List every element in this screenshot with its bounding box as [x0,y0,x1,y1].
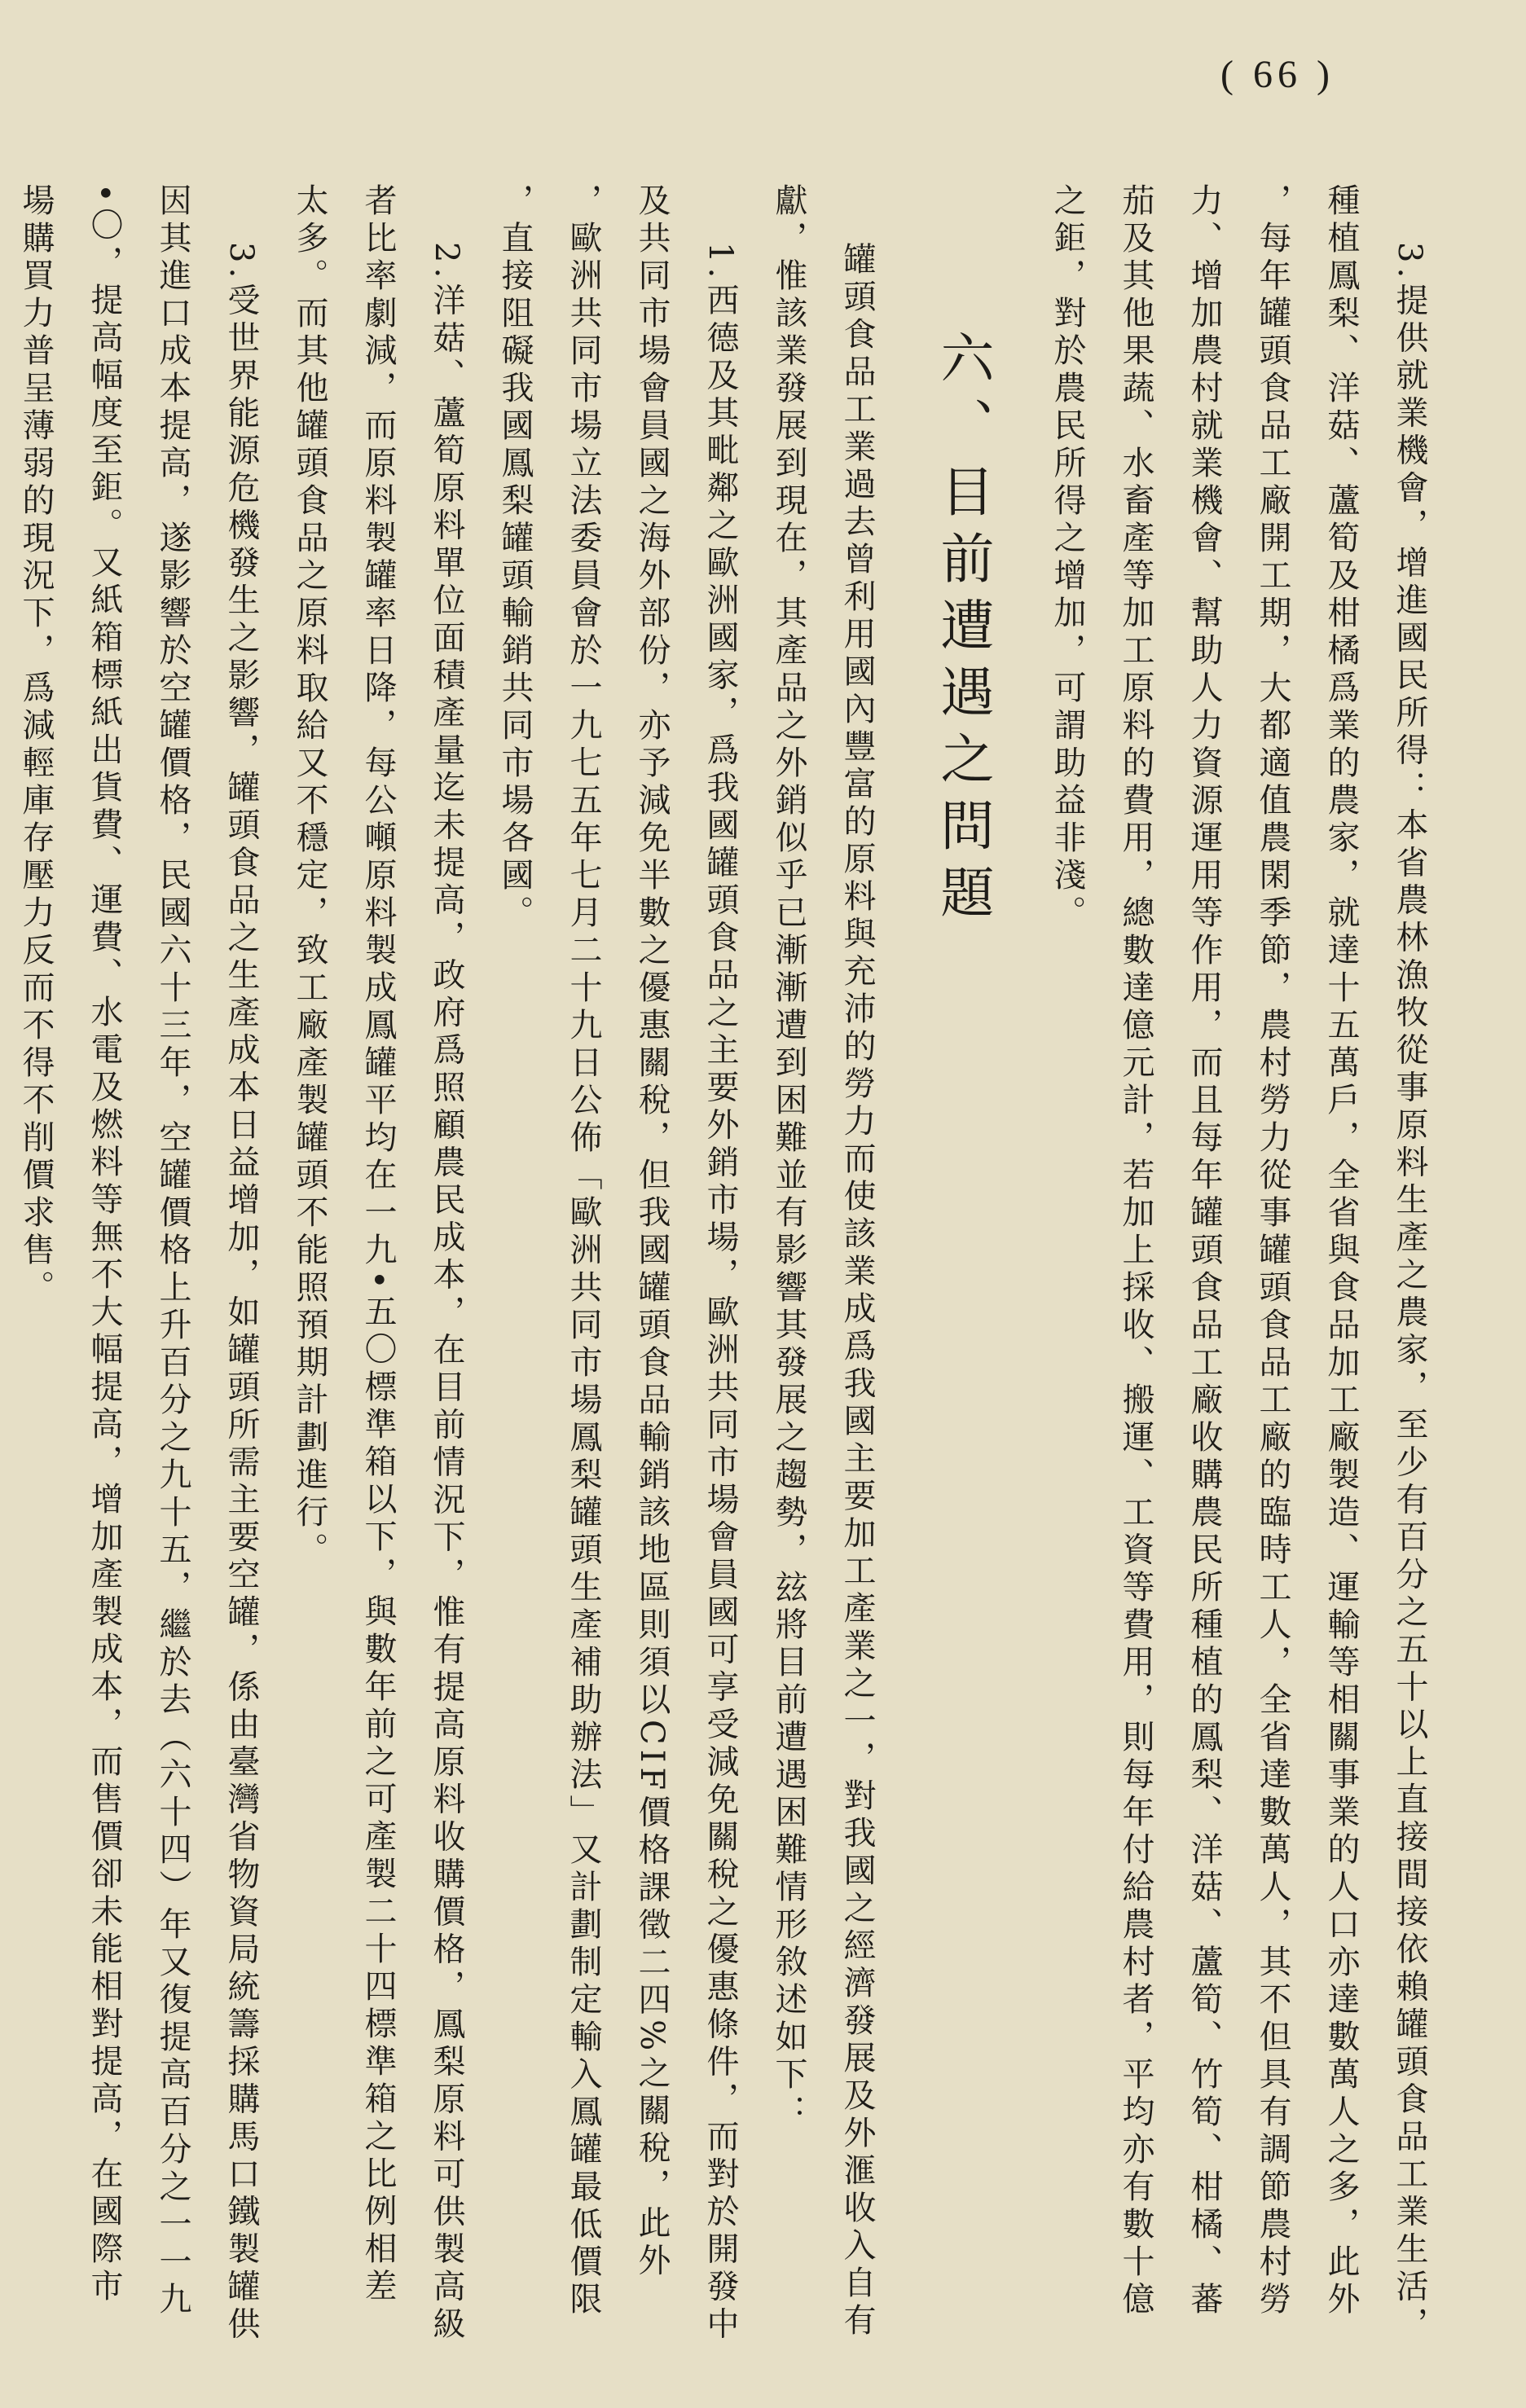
text-column: 茄及其他果蔬、水畜產等加工原料的費用，總數達億元計，若加上採收、搬運、工資等費用，則每年付給農村者，平均亦有數十億 [1117,183,1154,2319]
text-column: ，直接阻礙我國鳳梨罐頭輸銷共同市場各國。 [496,183,534,933]
text-column: 罐頭食品工業過去曾利用國內豐富的原料與充沛的勞力而使該業成爲我國主要加工產業之一，對我國之經濟發展及外滙收入自有 [838,242,876,2340]
text-column: 獻，惟該業發展到現在，其產品之外銷似乎已漸漸遭到困難並有影響其發展之趨勢，玆將目前遭遇困難情形敘述如下： [770,183,807,2132]
vertical-text-body [16,183,1434,2366]
text-column: 力、增加農村就業機會、幫助人力資源運用等作用，而且每年罐頭食品工廠收購農民所種植的鳳梨、洋菇、蘆筍、竹筍、柑橘、蕃 [1185,183,1223,2319]
text-column: ，每年罐頭食品工廠開工期，大都適值農閑季節，農村勞力從事罐頭食品工廠的臨時工人，全省達數萬人，其不但具有調節農村勞 [1254,183,1291,2319]
text-column: 者比率劇減，而原料製罐率日降，每公噸原料製成鳳罐平均在一九•五〇標準箱以下，與數年前之可產製二十四標準箱之比例相差 [359,183,397,2306]
section-heading [901,183,1023,2366]
text-column: 因其進口成本提高，遂影響於空罐價格，民國六十三年，空罐價格上升百分之九十五，繼於去（六十四）年又復提高百分之一一九 [154,183,191,2319]
text-column: 種植鳳梨、洋菇、蘆筍及柑橘爲業的農家，就達十五萬戶，全省與食品加工廠製造、運輸等相關事業的人口亦達數萬人之多，此外 [1322,183,1360,2319]
text-column: 3.提供就業機會，增進國民所得：本省農林漁牧從事原料生產之農家，至少有百分之五十以上直接間接依賴罐頭食品工業生活， [1391,242,1428,2344]
text-column: 1.西德及其毗鄰之歐洲國家，爲我國罐頭食品之主要外銷市場，歐洲共同市場會員國可享受減免關稅之優惠條件，而對於開發中 [701,242,739,2344]
text-column: 太多。而其他罐頭食品之原料取給又不穩定，致工廠產製罐頭不能照預期計劃進行。 [291,183,328,1570]
text-column: 之鉅，對於農民所得之增加，可謂助益非淺。 [1049,183,1086,933]
text-column: •〇，提高幅度至鉅。又紙箱標紙出貨費、運費、水電及燃料等無不大幅提高，增加產製成本，而售價卻未能相對提高，在國際市 [86,183,123,2306]
text-column: 3.受世界能源危機發生之影響，罐頭食品之生產成本日益增加，如罐頭所需主要空罐，係由臺灣省物資局統籌採購馬口鐵製罐供 [222,242,260,2344]
page-number: ( 66 ) [1220,53,1335,96]
section-heading-text: 六、目前遭遇之問題 [931,330,994,931]
text-column: 及共同市場會員國之海外部份，亦予減免半數之優惠關稅，但我國罐頭食品輸銷該地區則須以CIF價格課徵二四%之關稅，此外 [633,183,671,2281]
text-column: 場購買力普呈薄弱的現況下，爲減輕庫存壓力反而不得不削價求售。 [17,183,55,1307]
text-column: 2.洋菇、蘆筍原料單位面積產量迄未提高，政府爲照顧農民成本，在目前情況下，惟有提高原料收購價格，鳳梨原料可供製高級 [428,242,465,2344]
text-column: ，歐洲共同市場立法委員會於一九七五年七月二十九日公佈「歐洲共同市場鳳梨罐頭生產補助辦法」又計劃制定輸入鳳罐最低價限 [565,183,602,2319]
